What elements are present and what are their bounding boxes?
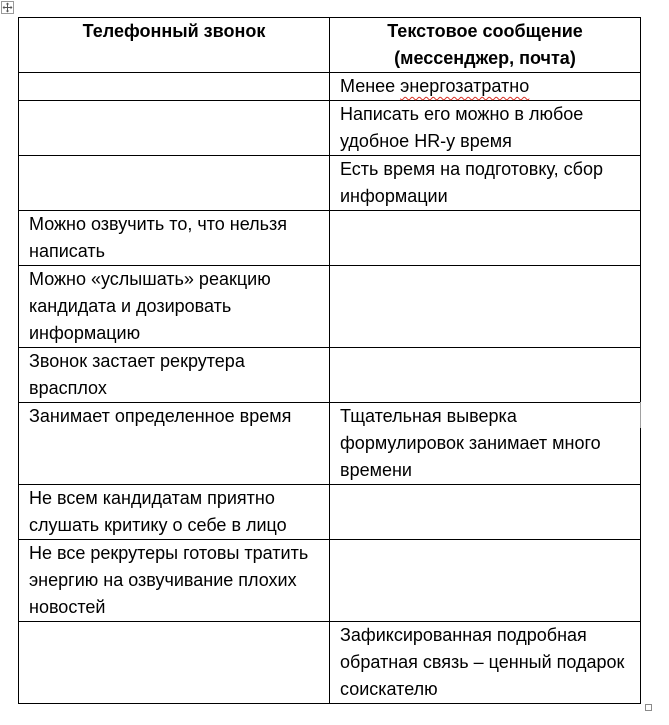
header-phone-call[interactable]: [19, 18, 330, 73]
cell-text-text: Есть время на подготовку, сбор информации: [340, 159, 603, 206]
move-arrows-icon: [2, 2, 13, 13]
comparison-table: [18, 17, 641, 704]
table-row: [19, 485, 641, 540]
cell-phone[interactable]: [19, 485, 330, 540]
table-row: [19, 540, 641, 622]
table-row: [19, 266, 641, 348]
cell-text-text: Зафиксированная подробная обратная связь – ценный подарок соискателю: [340, 625, 625, 699]
cell-phone[interactable]: [19, 403, 330, 485]
cell-text[interactable]: [330, 211, 641, 266]
cell-text[interactable]: [330, 403, 641, 485]
table-row: [19, 348, 641, 403]
cell-text-text: Написать его можно в любое удобное HR-у время: [340, 104, 584, 151]
cell-phone[interactable]: [19, 622, 330, 704]
header-row: [19, 18, 641, 73]
cell-text-prefix: Менее: [340, 76, 401, 96]
header-phone-call-label: Телефонный звонок: [82, 21, 266, 41]
cell-text[interactable]: [330, 156, 641, 211]
cell-phone[interactable]: [19, 101, 330, 156]
cell-phone-text: Можно «услышать» реакцию кандидата и дозировать информацию: [29, 269, 271, 343]
header-text-message[interactable]: [330, 18, 641, 73]
cell-text[interactable]: [330, 622, 641, 704]
cell-phone[interactable]: [19, 266, 330, 348]
cell-phone[interactable]: [19, 211, 330, 266]
cell-phone[interactable]: [19, 156, 330, 211]
table-row: [19, 156, 641, 211]
table-move-handle[interactable]: [1, 1, 14, 14]
column-boundary-marker[interactable]: [640, 402, 643, 428]
cell-text-text: Тщательная выверка формулировок занимает много времени: [340, 406, 601, 480]
cell-text-text: [340, 73, 630, 100]
cell-text[interactable]: [330, 540, 641, 622]
cell-phone[interactable]: [19, 73, 330, 101]
cell-phone-text: Занимает определенное время: [29, 406, 292, 426]
table-row: [19, 73, 641, 101]
header-text-message-label: Текстовое сообщение (мессенджер, почта): [387, 21, 583, 68]
cell-phone-text: Можно озвучить то, что нельзя написать: [29, 214, 288, 261]
cell-phone-text: Не все рекрутеры готовы тратить энергию на озвучивание плохих новостей: [29, 543, 309, 617]
cell-phone-text: Не всем кандидатам приятно слушать критику о себе в лицо: [29, 488, 287, 535]
cell-text[interactable]: [330, 485, 641, 540]
cell-phone[interactable]: [19, 540, 330, 622]
table-row: [19, 403, 641, 485]
table-row: [19, 211, 641, 266]
cell-text[interactable]: [330, 73, 641, 101]
table-resize-icon[interactable]: [645, 704, 652, 711]
cell-text[interactable]: [330, 266, 641, 348]
cell-text[interactable]: [330, 348, 641, 403]
cell-phone[interactable]: [19, 348, 330, 403]
cell-text[interactable]: [330, 101, 641, 156]
spellcheck-flagged-word: энергозатратно: [400, 76, 530, 96]
cell-phone-text: Звонок застает рекрутера врасплох: [29, 351, 245, 398]
table-row: [19, 622, 641, 704]
table-row: [19, 101, 641, 156]
